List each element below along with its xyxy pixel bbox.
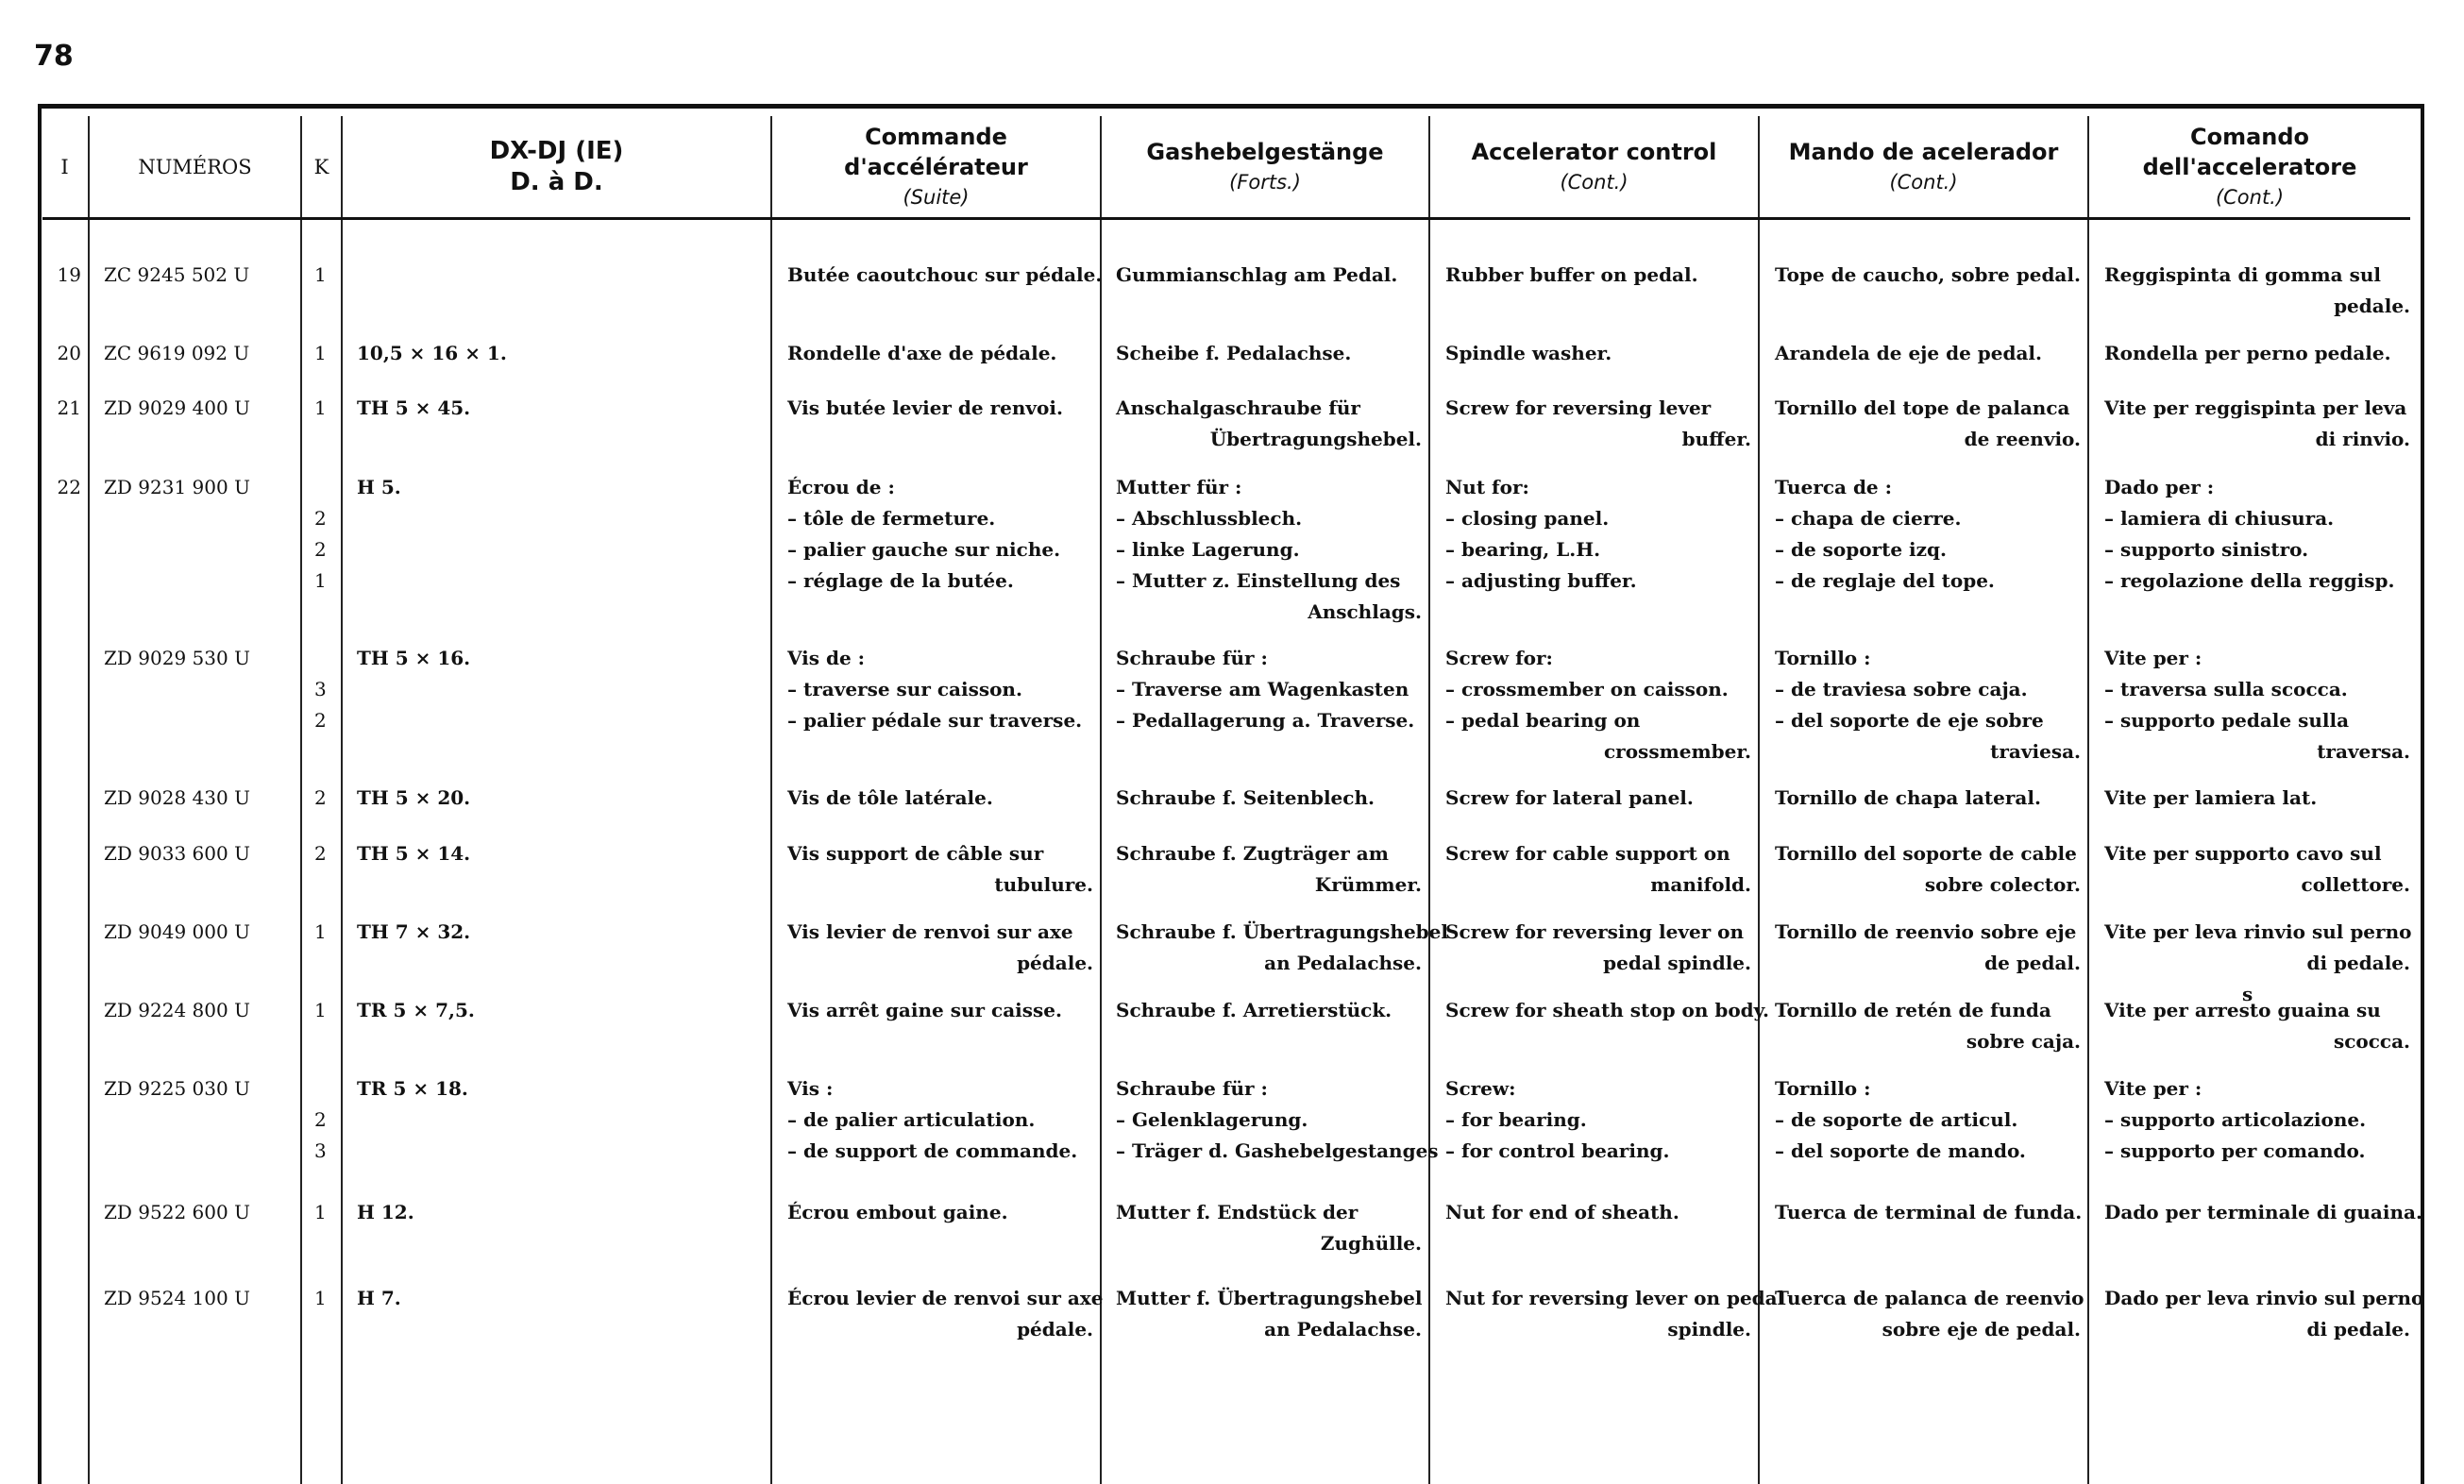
header-french-sub: (Suite) bbox=[903, 186, 970, 209]
part-number: ZD 9029 530 U bbox=[104, 647, 250, 669]
header-italian-title2: dell'acceleratore bbox=[2142, 154, 2357, 180]
description-fr bbox=[787, 393, 1093, 424]
description-line: manifold. bbox=[1650, 873, 1751, 896]
description-line: – chapa de cierre. bbox=[1775, 507, 1962, 530]
description-line: Tornillo del soporte de cable bbox=[1775, 842, 2077, 865]
description-line: – supporto articolazione. bbox=[2104, 1108, 2367, 1131]
description-line: – Pedallagerung a. Traverse. bbox=[1116, 709, 1415, 732]
dimension: TH 5 × 45. bbox=[357, 396, 471, 419]
description-line: Schraube f. Seitenblech. bbox=[1116, 786, 1375, 809]
header-german-sub: (Forts.) bbox=[1229, 171, 1301, 194]
description-de bbox=[1116, 1283, 1422, 1345]
description-line: Mutter f. Endstück der bbox=[1116, 1201, 1359, 1223]
description-line: – Abschlussblech. bbox=[1116, 507, 1303, 530]
description-de bbox=[1116, 783, 1422, 814]
description-line: Vis butée levier de renvoi. bbox=[787, 396, 1063, 419]
description-fr bbox=[787, 338, 1093, 369]
description-line: – for control bearing. bbox=[1445, 1139, 1670, 1162]
part-number: ZD 9524 100 U bbox=[104, 1287, 250, 1309]
description-line: – Gelenklagerung. bbox=[1116, 1108, 1308, 1131]
description-en bbox=[1445, 260, 1751, 291]
header-spanish bbox=[1760, 117, 2087, 217]
description-line: – palier pédale sur traverse. bbox=[787, 709, 1083, 732]
description-line: – réglage de la butée. bbox=[787, 569, 1014, 592]
description-line: Screw: bbox=[1445, 1077, 1516, 1100]
description-line: Tornillo del tope de palanca bbox=[1775, 396, 2070, 419]
description-en bbox=[1445, 1283, 1785, 1345]
description-es bbox=[1775, 393, 2081, 455]
description-line: sobre caja. bbox=[1966, 1030, 2081, 1053]
description-es bbox=[1775, 472, 2081, 597]
description-line: an Pedalachse. bbox=[1264, 952, 1422, 974]
description-line: Vis arrêt gaine sur caisse. bbox=[787, 999, 1062, 1021]
header-french-title2: d'accélérateur bbox=[844, 154, 1028, 180]
description-line: de reenvio. bbox=[1964, 428, 2081, 450]
description-es bbox=[1775, 1283, 2084, 1345]
description-line: di pedale. bbox=[2306, 1318, 2410, 1341]
description-line: – closing panel. bbox=[1445, 507, 1610, 530]
description-line: – supporto sinistro. bbox=[2104, 538, 2309, 561]
description-line: – del soporte de mando. bbox=[1775, 1139, 2026, 1162]
quantity: 2 bbox=[314, 1108, 327, 1131]
description-line: – de support de commande. bbox=[787, 1139, 1078, 1162]
description-line: – adjusting buffer. bbox=[1445, 569, 1637, 592]
description-line: Reggispinta di gomma sul bbox=[2104, 263, 2381, 286]
quantity: 1 bbox=[314, 1201, 327, 1223]
description-line: crossmember. bbox=[1604, 740, 1751, 763]
description-line: di pedale. bbox=[2306, 952, 2410, 974]
description-line: s bbox=[2242, 983, 2253, 1005]
description-en bbox=[1445, 393, 1751, 455]
description-line: Dado per terminale di guaina. bbox=[2104, 1201, 2422, 1223]
description-line: di rinvio. bbox=[2315, 428, 2410, 450]
description-line: Schraube f. Arretierstück. bbox=[1116, 999, 1392, 1021]
description-line: Tornillo : bbox=[1775, 1077, 1871, 1100]
header-english-title: Accelerator control bbox=[1471, 139, 1717, 165]
description-line: – Träger d. Gashebelgestanges bbox=[1116, 1139, 1439, 1162]
description-line: – de reglaje del tope. bbox=[1775, 569, 1995, 592]
quantity-column bbox=[314, 838, 333, 869]
description-line: Dado per leva rinvio sul perno bbox=[2104, 1287, 2424, 1309]
description-line: – regolazione della reggisp. bbox=[2104, 569, 2395, 592]
dimension: TH 5 × 20. bbox=[357, 786, 471, 809]
quantity-column bbox=[314, 1197, 333, 1228]
description-line: Écrou embout gaine. bbox=[787, 1201, 1008, 1223]
quantity-column bbox=[314, 995, 333, 1026]
description-de bbox=[1116, 995, 1422, 1026]
description-fr bbox=[787, 1073, 1093, 1167]
description-line: Vis : bbox=[787, 1077, 834, 1100]
description-it bbox=[2104, 783, 2410, 814]
description-line: – bearing, L.H. bbox=[1445, 538, 1601, 561]
description-es bbox=[1775, 260, 2081, 291]
description-fr bbox=[787, 643, 1093, 736]
description-line: – supporto per comando. bbox=[2104, 1139, 2366, 1162]
quantity-column bbox=[314, 338, 333, 369]
description-line: Vite per : bbox=[2104, 1077, 2202, 1100]
description-de bbox=[1116, 1073, 1439, 1167]
description-de bbox=[1116, 393, 1422, 455]
dimension: TH 7 × 32. bbox=[357, 920, 471, 943]
description-line: an Pedalachse. bbox=[1264, 1318, 1422, 1341]
quantity-column bbox=[314, 783, 333, 814]
part-number: ZD 9029 400 U bbox=[104, 396, 250, 419]
description-line: – linke Lagerung. bbox=[1116, 538, 1300, 561]
part-number: ZD 9522 600 U bbox=[104, 1201, 250, 1223]
description-line: Tornillo de chapa lateral. bbox=[1775, 786, 2041, 809]
description-line: – for bearing. bbox=[1445, 1108, 1587, 1131]
column-divider bbox=[88, 116, 90, 1484]
description-line: Tuerca de terminal de funda. bbox=[1775, 1201, 2083, 1223]
description-it bbox=[2104, 1197, 2422, 1228]
description-line: Mutter für : bbox=[1116, 476, 1242, 498]
description-en bbox=[1445, 917, 1751, 979]
description-line: – crossmember on caisson. bbox=[1445, 678, 1729, 700]
description-fr bbox=[787, 783, 1093, 814]
description-line: Tuerca de palanca de reenvio bbox=[1775, 1287, 2084, 1309]
description-es bbox=[1775, 338, 2081, 369]
description-en bbox=[1445, 1073, 1751, 1167]
description-en bbox=[1445, 995, 1769, 1026]
quantity-column bbox=[314, 472, 333, 597]
description-line: Schraube für : bbox=[1116, 647, 1268, 669]
description-line: Krümmer. bbox=[1314, 873, 1422, 896]
description-es bbox=[1775, 643, 2081, 767]
dimension: TH 5 × 14. bbox=[357, 842, 471, 865]
description-line: Butée caoutchouc sur pédale. bbox=[787, 263, 1103, 286]
quantity: 1 bbox=[314, 999, 327, 1021]
header-spanish-sub: (Cont.) bbox=[1889, 171, 1958, 194]
description-line: Anschalgaschraube für bbox=[1116, 396, 1360, 419]
description-line: Vis support de câble sur bbox=[787, 842, 1044, 865]
header-model-line2: D. à D. bbox=[510, 168, 603, 196]
description-fr bbox=[787, 1283, 1104, 1345]
description-line: Spindle washer. bbox=[1445, 342, 1612, 364]
description-line: Vite per lamiera lat. bbox=[2104, 786, 2318, 809]
description-line: – traverse sur caisson. bbox=[787, 678, 1022, 700]
item-index: 21 bbox=[57, 396, 81, 419]
part-number: ZD 9049 000 U bbox=[104, 920, 250, 943]
description-line: Tope de caucho, sobre pedal. bbox=[1775, 263, 2081, 286]
column-divider bbox=[1758, 116, 1760, 1484]
description-it bbox=[2104, 1283, 2424, 1345]
description-en bbox=[1445, 338, 1751, 369]
part-number: ZC 9619 092 U bbox=[104, 342, 250, 364]
description-line: collettore. bbox=[2301, 873, 2410, 896]
description-line: Rondella per perno pedale. bbox=[2104, 342, 2391, 364]
description-it bbox=[2104, 643, 2410, 767]
description-es bbox=[1775, 838, 2081, 901]
dimension: 10,5 × 16 × 1. bbox=[357, 342, 507, 364]
description-line: pédale. bbox=[1017, 1318, 1093, 1341]
description-fr bbox=[787, 838, 1093, 901]
header-spanish-title: Mando de acelerador bbox=[1788, 139, 2059, 165]
quantity bbox=[314, 472, 333, 503]
description-es bbox=[1775, 1073, 2081, 1167]
page-number: 78 bbox=[34, 40, 74, 73]
description-fr bbox=[787, 260, 1103, 291]
description-line: sobre eje de pedal. bbox=[1882, 1318, 2081, 1341]
description-de bbox=[1116, 838, 1422, 901]
part-number: ZD 9225 030 U bbox=[104, 1077, 250, 1100]
description-de bbox=[1116, 1197, 1422, 1259]
quantity: 1 bbox=[314, 263, 327, 286]
description-fr bbox=[787, 472, 1093, 597]
quantity-column bbox=[314, 260, 333, 291]
description-de bbox=[1116, 472, 1422, 628]
description-es bbox=[1775, 783, 2081, 814]
description-line: Schraube f. Zugträger am bbox=[1116, 842, 1389, 865]
description-line: Nut for end of sheath. bbox=[1445, 1201, 1679, 1223]
description-de bbox=[1116, 260, 1422, 291]
description-en bbox=[1445, 472, 1751, 597]
description-line: Vite per reggispinta per leva bbox=[2104, 396, 2407, 419]
description-line: spindle. bbox=[1667, 1318, 1751, 1341]
description-line: Vis levier de renvoi sur axe bbox=[787, 920, 1073, 943]
header-k: K bbox=[313, 156, 329, 178]
description-line: Screw for: bbox=[1445, 647, 1553, 669]
description-it bbox=[2104, 838, 2410, 901]
description-fr bbox=[787, 917, 1093, 979]
quantity-column bbox=[314, 643, 333, 736]
quantity: 2 bbox=[314, 507, 327, 530]
description-line: Scheibe f. Pedalachse. bbox=[1116, 342, 1352, 364]
description-it bbox=[2104, 338, 2410, 369]
description-line: Vite per : bbox=[2104, 647, 2202, 669]
header-model-line1: DX-DJ (IE) bbox=[489, 137, 624, 165]
part-number: ZD 9033 600 U bbox=[104, 842, 250, 865]
description-line: – traversa sulla scocca. bbox=[2104, 678, 2348, 700]
description-en bbox=[1445, 783, 1751, 814]
description-line: Rondelle d'axe de pédale. bbox=[787, 342, 1057, 364]
description-it bbox=[2104, 393, 2410, 455]
description-line: – pedal bearing on bbox=[1445, 709, 1641, 732]
description-fr bbox=[787, 1197, 1093, 1228]
description-line: – del soporte de eje sobre bbox=[1775, 709, 2044, 732]
quantity: 2 bbox=[314, 538, 327, 561]
part-number: ZC 9245 502 U bbox=[104, 263, 250, 286]
dimension: H 12. bbox=[357, 1201, 414, 1223]
description-line: traversa. bbox=[2317, 740, 2410, 763]
column-divider bbox=[1100, 116, 1102, 1484]
quantity: 2 bbox=[314, 709, 327, 732]
part-number: ZD 9224 800 U bbox=[104, 999, 250, 1021]
header-italian-sub: (Cont.) bbox=[2215, 186, 2285, 209]
quantity-column bbox=[314, 1283, 333, 1314]
description-it bbox=[2104, 472, 2410, 597]
description-en bbox=[1445, 1197, 1751, 1228]
description-line: Screw for reversing lever bbox=[1445, 396, 1712, 419]
description-line: Schraube für : bbox=[1116, 1077, 1268, 1100]
header-german bbox=[1102, 117, 1428, 217]
description-line: Tuerca de : bbox=[1775, 476, 1893, 498]
description-line: pédale. bbox=[1017, 952, 1093, 974]
description-it bbox=[2104, 260, 2410, 322]
description-line: sobre colector. bbox=[1924, 873, 2081, 896]
description-line: – supporto pedale sulla bbox=[2104, 709, 2350, 732]
description-es bbox=[1775, 1197, 2081, 1228]
item-index: 20 bbox=[57, 342, 81, 364]
description-line: – de traviesa sobre caja. bbox=[1775, 678, 2028, 700]
quantity: 1 bbox=[314, 342, 327, 364]
description-line: Schraube f. Übertragungshebel bbox=[1116, 920, 1448, 943]
description-line: Übertragungshebel. bbox=[1209, 428, 1422, 450]
description-line: Gummianschlag am Pedal. bbox=[1116, 263, 1398, 286]
dimension: TR 5 × 18. bbox=[357, 1077, 468, 1100]
quantity: 1 bbox=[314, 1287, 327, 1309]
description-line: buffer. bbox=[1681, 428, 1751, 450]
column-divider bbox=[341, 116, 343, 1484]
quantity: 2 bbox=[314, 842, 327, 865]
part-number: ZD 9028 430 U bbox=[104, 786, 250, 809]
description-line: Vite per supporto cavo sul bbox=[2104, 842, 2382, 865]
description-en bbox=[1445, 838, 1751, 901]
dimension: TR 5 × 7,5. bbox=[357, 999, 475, 1021]
description-line: Screw for lateral panel. bbox=[1445, 786, 1694, 809]
quantity bbox=[314, 1073, 333, 1105]
header-model bbox=[343, 117, 770, 217]
header-english bbox=[1430, 117, 1758, 217]
quantity-column bbox=[314, 917, 333, 948]
column-divider bbox=[2087, 116, 2089, 1484]
description-line: Screw for sheath stop on body. bbox=[1445, 999, 1769, 1021]
header-french-title1: Commande bbox=[865, 124, 1007, 150]
quantity: 1 bbox=[314, 920, 327, 943]
description-line: scocca. bbox=[2333, 1030, 2410, 1053]
description-line: Dado per : bbox=[2104, 476, 2215, 498]
quantity: 3 bbox=[314, 678, 327, 700]
description-line: – Traverse am Wagenkasten bbox=[1116, 678, 1409, 700]
quantity-column bbox=[314, 1073, 333, 1167]
description-es bbox=[1775, 995, 2081, 1057]
part-number: ZD 9231 900 U bbox=[104, 476, 250, 498]
description-it bbox=[2104, 995, 2410, 1057]
description-line: traviesa. bbox=[1990, 740, 2081, 763]
description-line: Vite per arresto guaina su bbox=[2104, 999, 2381, 1021]
description-en bbox=[1445, 643, 1751, 767]
quantity: 2 bbox=[314, 786, 327, 809]
quantity-column bbox=[314, 393, 333, 424]
quantity: 1 bbox=[314, 396, 327, 419]
description-line: – de soporte izq. bbox=[1775, 538, 1947, 561]
description-de bbox=[1116, 338, 1422, 369]
description-line: – lamiera di chiusura. bbox=[2104, 507, 2335, 530]
description-line: pedal spindle. bbox=[1603, 952, 1751, 974]
header-french bbox=[772, 117, 1100, 217]
header-german-title: Gashebelgestänge bbox=[1146, 139, 1384, 165]
description-de bbox=[1116, 917, 1448, 979]
description-line: Vis de tôle latérale. bbox=[787, 786, 993, 809]
description-line: – tôle de fermeture. bbox=[787, 507, 996, 530]
description-line: Écrou levier de renvoi sur axe bbox=[787, 1287, 1104, 1309]
description-line: – de soporte de articul. bbox=[1775, 1108, 2018, 1131]
header-english-sub: (Cont.) bbox=[1560, 171, 1629, 194]
description-line: Nut for: bbox=[1445, 476, 1529, 498]
description-line: Tornillo de reenvio sobre eje bbox=[1775, 920, 2077, 943]
description-line: Mutter f. Übertragungshebel bbox=[1116, 1287, 1423, 1309]
description-line: Nut for reversing lever on pedal bbox=[1445, 1287, 1785, 1309]
description-line: Vis de : bbox=[787, 647, 866, 669]
description-line: Screw for cable support on bbox=[1445, 842, 1730, 865]
description-line: – palier gauche sur niche. bbox=[787, 538, 1061, 561]
description-fr bbox=[787, 995, 1093, 1026]
description-line: Arandela de eje de pedal. bbox=[1775, 342, 2042, 364]
description-line: Tornillo de retén de funda bbox=[1775, 999, 2051, 1021]
column-divider bbox=[1428, 116, 1430, 1484]
description-line: Tornillo : bbox=[1775, 647, 1871, 669]
description-line: de pedal. bbox=[1984, 952, 2081, 974]
description-it bbox=[2104, 1073, 2410, 1167]
item-index: 19 bbox=[57, 263, 81, 286]
description-line: Anschlags. bbox=[1308, 600, 1422, 623]
description-de bbox=[1116, 643, 1422, 736]
header-rule bbox=[42, 217, 2410, 220]
item-index: 22 bbox=[57, 476, 81, 498]
header-italian-title1: Comando bbox=[2189, 124, 2310, 150]
dimension: H 5. bbox=[357, 476, 401, 498]
description-line: – Mutter z. Einstellung des bbox=[1116, 569, 1401, 592]
header-i: I bbox=[60, 156, 69, 178]
description-line: Écrou de : bbox=[787, 476, 895, 498]
quantity: 1 bbox=[314, 569, 327, 592]
description-line: Screw for reversing lever on bbox=[1445, 920, 1745, 943]
description-line: pedale. bbox=[2334, 295, 2410, 317]
description-line: tubulure. bbox=[994, 873, 1093, 896]
dimension: H 7. bbox=[357, 1287, 401, 1309]
quantity: 3 bbox=[314, 1139, 327, 1162]
quantity bbox=[314, 643, 333, 674]
header-numeros: NUMÉROS bbox=[138, 156, 252, 178]
description-line: Rubber buffer on pedal. bbox=[1445, 263, 1698, 286]
dimension: TH 5 × 16. bbox=[357, 647, 471, 669]
description-line: Zughülle. bbox=[1320, 1232, 1422, 1255]
description-line: – de palier articulation. bbox=[787, 1108, 1036, 1131]
description-line: Vite per leva rinvio sul perno bbox=[2104, 920, 2412, 943]
column-divider bbox=[300, 116, 302, 1484]
description-es bbox=[1775, 917, 2081, 979]
header-italian bbox=[2089, 117, 2410, 217]
column-divider bbox=[770, 116, 772, 1484]
